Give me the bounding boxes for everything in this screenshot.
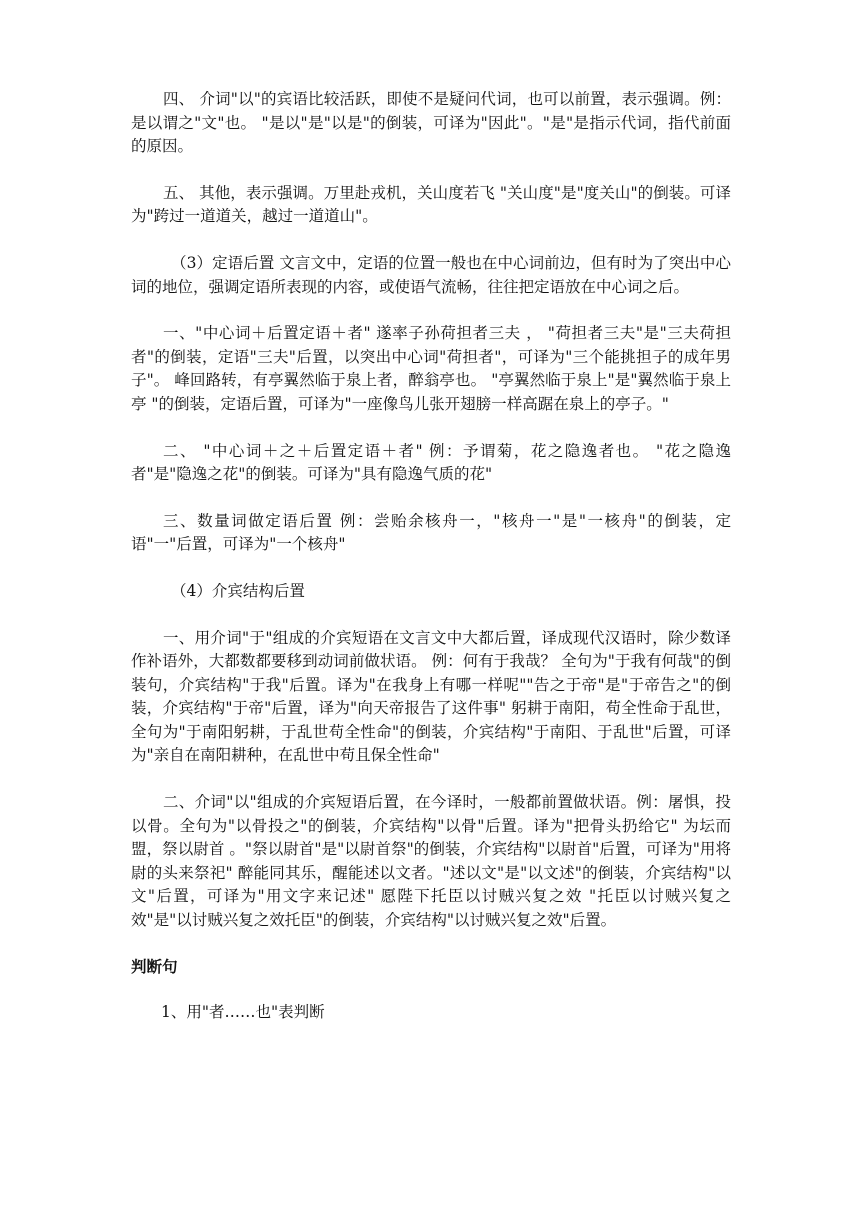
section-heading-judgment: 判断句 (131, 957, 178, 976)
paragraph-attributive-3: 三、数量词做定语后置 例：尝贻余核舟一，"核舟一"是"一核舟"的倒装，定语"一"后置，可译为"一个核舟" (131, 511, 731, 554)
document-body (131, 88, 731, 1025)
list-item-judgment-1: 1、用"者……也"表判断 (161, 1003, 325, 1022)
section-attributive-postposition: （3）定语后置 文言文中，定语的位置一般也在中心词前边，但有时为了突出中心词的地位，强调定语所表现的内容，或使语气流畅，往往把定语放在中心词之后。 (131, 253, 731, 296)
paragraph-prepositional-2: 二、介词"以"组成的介宾短语后置，在今译时，一般都前置做状语。例：屠惧，投以骨。全句为"以骨投之"的倒装，介宾结构"以骨"后置。译为"把骨头扔给它" 为坛而盟，祭以尉首 。"祭以尉首"是"以尉首祭"的倒装，介宾结构"以尉首"后置，可译为"用将尉的头来祭祀" 醉能同其乐，醒能述以文者。"述以文"是"以文述"的倒装，介宾结构"以文"后置，可译为"用文字来记述" 愿陛下托臣以讨贼兴复之效 "托臣以讨贼兴复之效"是"以讨贼兴复之效托臣"的倒装，介宾结构"以讨贼兴复之效"后置。 (131, 793, 731, 930)
section-prepositional-postposition: （4）介宾结构后置 (171, 581, 305, 600)
paragraph-prepositional-1: 一、用介词"于"组成的介宾短语在文言文中大都后置，译成现代汉语时，除少数译作补语外，大都数都要移到动词前做状语。 例：何有于我哉？ 全句为"于我有何哉"的倒装句，介宾结构"于我"后置。译为"在我身上有哪一样呢""告之于帝"是"于帝告之"的倒装，介宾结构"于帝"后置，译为"向天帝报告了这件事" 躬耕于南阳，苟全性命于乱世，全句为"于南阳躬耕，于乱世苟全性命"的倒装，介宾结构"于南阳、于乱世"后置，可译为"亲自在南阳耕种，在乱世中苟且保全性命" (131, 628, 731, 765)
paragraph-attributive-2: 二、 "中心词＋之＋后置定语＋者" 例：予谓菊，花之隐逸者也。 "花之隐逸者"是"隐逸之花"的倒装。可译为"具有隐逸气质的花" (131, 441, 731, 484)
paragraph-attributive-1: 一、"中心词＋后置定语＋者" 遂率子孙荷担者三夫 ， "荷担者三夫"是"三夫荷担者"的倒装，定语"三夫"后置，以突出中心词"荷担者"，可译为"三个能挑担子的成年男子"。 峰回路转，有亭翼然临于泉上者，醉翁亭也。 "亭翼然临于泉上"是"翼然临于泉上亭 "的倒装，定语后置，可译为"一座像鸟儿张开翅膀一样高踞在泉上的亭子。" (131, 324, 731, 413)
paragraph-preposition-yi: 四、 介词"以"的宾语比较活跃，即使不是疑问代词，也可以前置，表示强调。例：是以谓之"文"也。 "是以"是"以是"的倒装，可译为"因此"。"是"是指示代词，指代前面的原因。 (131, 90, 731, 156)
paragraph-other-emphasis: 五、 其他，表示强调。万里赴戎机，关山度若飞 "关山度"是"度关山"的倒装。可译为"跨过一道道关，越过一道道山"。 (131, 183, 731, 226)
